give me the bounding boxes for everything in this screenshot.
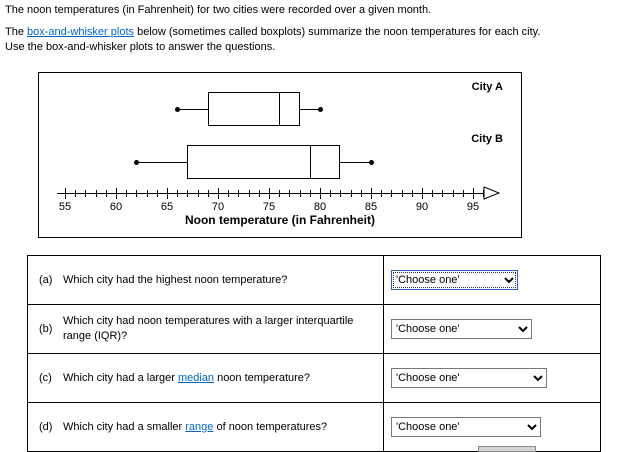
question-row-b (28, 304, 600, 353)
question-d-pre: Which city had a smaller (63, 420, 186, 433)
axis-minor-tick (361, 190, 362, 197)
answer-cell-c (384, 354, 600, 402)
axis-minor-tick (106, 190, 107, 197)
question-text-c (63, 371, 375, 386)
max-dot-city-a (318, 107, 323, 112)
axis-minor-tick (228, 190, 229, 197)
answer-select-a[interactable] (391, 270, 518, 290)
axis-minor-tick (463, 190, 464, 197)
questions-table (27, 255, 601, 452)
question-cell-d (28, 403, 384, 451)
question-c-pre: Which city had a larger (63, 371, 178, 384)
axis-major-tick (218, 188, 219, 199)
question-letter-d: (d) (39, 421, 53, 433)
axis-major-tick (167, 188, 168, 199)
min-dot-city-a (175, 107, 180, 112)
question-c-post: noon temperature? (214, 371, 311, 384)
median-link[interactable]: median (177, 371, 215, 384)
intro-text-2-pre: The (5, 26, 28, 38)
axis-tick-label: 60 (109, 201, 123, 213)
series-label-city-a: City A (471, 81, 503, 93)
series-label-city-b: City B (471, 133, 503, 145)
axis-major-tick (116, 188, 117, 199)
question-cell-b (28, 305, 384, 353)
intro-paragraph-2 (5, 25, 633, 55)
axis-tick-label: 75 (262, 201, 276, 213)
whisker-right-city-a (300, 109, 320, 110)
axis-tick-label: 70 (211, 201, 225, 213)
axis-minor-tick (96, 190, 97, 197)
axis-minor-tick (330, 190, 331, 197)
axis-minor-tick (249, 190, 250, 197)
answer-cell-a (384, 256, 600, 304)
axis-minor-tick (187, 190, 188, 197)
axis-major-tick (473, 188, 474, 199)
question-a-pre: Which city had the highest noon temperature? (63, 273, 288, 286)
axis-tick-label: 85 (364, 201, 378, 213)
question-letter-a: (a) (39, 274, 53, 286)
answer-cell-d (384, 403, 600, 451)
axis-minor-tick (157, 190, 158, 197)
question-b-pre: Which city had noon temperatures with a larger interquartile range (IQR)? (63, 315, 354, 342)
axis-arrow-icon (483, 186, 501, 200)
median-line-city-a (279, 93, 280, 125)
boxplot-chart (38, 72, 522, 238)
axis-minor-tick (198, 190, 199, 197)
axis-minor-tick (279, 190, 280, 197)
axis-label: Noon temperature (in Fahrenheit) (184, 213, 375, 227)
axis-minor-tick (208, 190, 209, 197)
box-city-a (208, 92, 300, 126)
answer-select-d[interactable] (391, 417, 541, 437)
axis-minor-tick (351, 190, 352, 197)
axis-minor-tick (75, 190, 76, 197)
question-row-d (28, 402, 600, 451)
box-and-whisker-plots-link[interactable]: box-and-whisker plots (27, 26, 135, 38)
axis-tick-label: 65 (160, 201, 174, 213)
question-cell-a (28, 256, 384, 304)
intro-text-1: The noon temperatures (in Fahrenheit) for two cities were recorded over a given month. (5, 4, 432, 16)
axis-major-tick (371, 188, 372, 199)
axis-major-tick (65, 188, 66, 199)
intro-text-2-line2: Use the box-and-whisker plots to answer the questions. (5, 41, 276, 53)
question-letter-b: (b) (39, 323, 53, 335)
axis-minor-tick (300, 190, 301, 197)
axis-tick-label: 90 (415, 201, 429, 213)
axis-major-tick (269, 188, 270, 199)
axis-line (57, 193, 485, 194)
axis-minor-tick (340, 190, 341, 197)
whisker-right-city-b (340, 162, 371, 163)
range-link[interactable]: range (185, 420, 214, 433)
axis-minor-tick (85, 190, 86, 197)
axis-minor-tick (136, 190, 137, 197)
whisker-left-city-a (177, 109, 208, 110)
axis-minor-tick (432, 190, 433, 197)
min-dot-city-b (134, 160, 139, 165)
axis-minor-tick (402, 190, 403, 197)
median-line-city-b (310, 146, 311, 178)
question-text-b (63, 314, 375, 344)
axis-tick-label: 80 (313, 201, 327, 213)
axis-minor-tick (391, 190, 392, 197)
axis-minor-tick (126, 190, 127, 197)
answer-select-c[interactable] (391, 368, 547, 388)
axis-minor-tick (412, 190, 413, 197)
axis-minor-tick (289, 190, 290, 197)
axis-minor-tick (259, 190, 260, 197)
axis-minor-tick (238, 190, 239, 197)
question-d-post: of noon temperatures? (213, 420, 328, 433)
axis-minor-tick (310, 190, 311, 197)
axis-minor-tick (442, 190, 443, 197)
axis-major-tick (320, 188, 321, 199)
max-dot-city-b (369, 160, 374, 165)
question-text-a (63, 273, 375, 288)
answer-cell-b (384, 305, 600, 353)
question-cell-c (28, 354, 384, 402)
intro-paragraph-1 (5, 3, 633, 18)
box-city-b (187, 145, 340, 179)
whisker-left-city-b (136, 162, 187, 163)
question-row-c (28, 353, 600, 402)
axis-major-tick (422, 188, 423, 199)
question-text-d (63, 420, 375, 435)
axis-minor-tick (177, 190, 178, 197)
axis-minor-tick (381, 190, 382, 197)
intro-text-2-mid: below (sometimes called boxplots) summarize the noon temperatures for each city. (134, 26, 541, 38)
answer-select-b[interactable] (391, 319, 532, 339)
axis-tick-label: 95 (466, 201, 480, 213)
axis-minor-tick (453, 190, 454, 197)
question-letter-c: (c) (39, 372, 52, 384)
axis-minor-tick (147, 190, 148, 197)
question-row-a (28, 256, 600, 304)
axis-tick-label: 55 (58, 201, 72, 213)
bottom-toolbar-partial (478, 446, 536, 452)
